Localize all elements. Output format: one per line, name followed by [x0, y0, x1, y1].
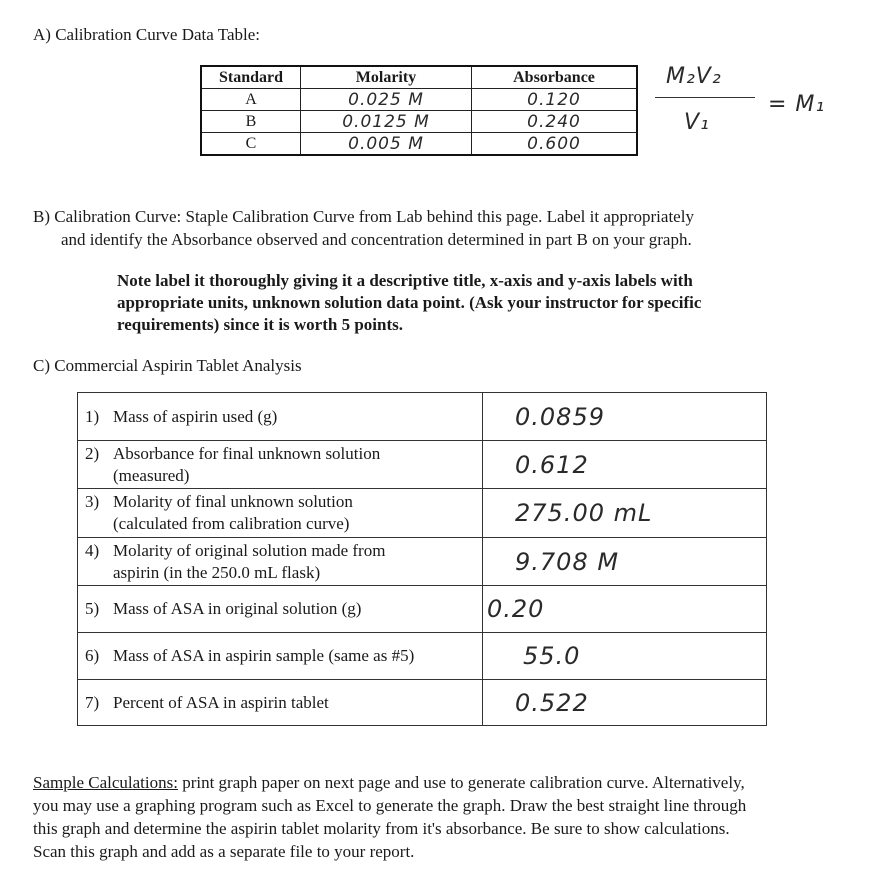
section-b-line1: B) Calibration Curve: Staple Calibration Curve from Lab behind this page. Label it appropriately — [33, 207, 694, 226]
question-cell — [78, 680, 483, 726]
standard-cell: B — [201, 111, 301, 133]
section-b-note-line2: appropriate units, unknown solution data point. (Ask your instructor for specific — [117, 293, 702, 312]
table-row — [78, 633, 767, 680]
molarity-cell: 0.005 M — [301, 133, 472, 156]
question-number: 7) — [85, 692, 100, 712]
sample-calc-line2: you may use a graphing program such as Excel to generate the graph. Draw the best straight line through — [33, 796, 747, 815]
answer-cell: 55.0 — [483, 633, 767, 680]
sample-calc-line4: Scan this graph and add as a separate file to your report. — [33, 842, 415, 861]
absorbance-cell: 0.240 — [472, 111, 638, 133]
question-cell — [78, 393, 483, 441]
section-a-title: A) Calibration Curve Data Table: — [33, 25, 260, 44]
question-text: Mass of ASA in aspirin sample (same as #5) — [113, 646, 415, 665]
section-b-note-line3: requirements) since it is worth 5 points. — [117, 315, 404, 334]
question-text-continued: (measured) — [113, 465, 190, 485]
standard-cell: C — [201, 133, 301, 156]
table-row — [201, 133, 637, 156]
answer-cell: 275.00 mL — [483, 489, 767, 538]
absorbance-cell: 0.600 — [472, 133, 638, 156]
answer-cell: 0.20 — [483, 586, 767, 633]
molarity-cell: 0.025 M — [301, 89, 472, 111]
absorbance-cell: 0.120 — [472, 89, 638, 111]
formula-result: = M₁ — [768, 92, 826, 117]
question-text: Mass of ASA in original solution (g) — [113, 599, 362, 618]
question-number: 6) — [85, 646, 100, 665]
sample-calc-line1 — [33, 772, 745, 793]
question-cell — [78, 441, 483, 489]
table-row — [201, 111, 637, 133]
header-absorbance: Absorbance — [472, 66, 638, 89]
answer-cell: 0.612 — [483, 441, 767, 489]
question-text: Molarity of final unknown solution — [113, 492, 353, 511]
table-row — [78, 538, 767, 586]
table-row — [78, 680, 767, 726]
formula-denominator: V₁ — [684, 110, 710, 135]
question-number: 1) — [85, 406, 100, 426]
question-text: Molarity of original solution made from — [113, 540, 386, 560]
aspirin-analysis-table — [77, 392, 767, 726]
question-text: Absorbance for final unknown solution — [113, 443, 381, 463]
section-b-line2: and identify the Absorbance observed and concentration determined in part B on your graph. — [61, 230, 692, 249]
answer-cell: 9.708 M — [483, 538, 767, 586]
question-number: 4) — [85, 540, 100, 560]
answer-cell: 0.0859 — [483, 393, 767, 441]
answer-cell: 0.522 — [483, 680, 767, 726]
question-cell — [78, 489, 483, 538]
sample-calc-line3: this graph and determine the aspirin tablet molarity from it's absorbance. Be sure to show calculations. — [33, 819, 730, 838]
question-text: Mass of aspirin used (g) — [113, 406, 278, 426]
table-row — [78, 393, 767, 441]
table-row — [201, 89, 637, 111]
section-b-note-line1: Note label it thoroughly giving it a descriptive title, x-axis and y-axis labels with — [117, 271, 693, 290]
question-number: 5) — [85, 599, 100, 618]
calibration-data-table — [200, 65, 638, 156]
molarity-cell: 0.0125 M — [301, 111, 472, 133]
table-row — [78, 489, 767, 538]
standard-cell: A — [201, 89, 301, 111]
question-text-continued: (calculated from calibration curve) — [113, 514, 350, 533]
sample-calc-line1-text: print graph paper on next page and use to generate calibration curve. Alternatively, — [177, 773, 745, 792]
header-molarity: Molarity — [301, 66, 472, 89]
question-number: 2) — [85, 443, 100, 463]
table-header-row — [201, 66, 637, 89]
formula-fraction-bar — [655, 97, 755, 98]
formula-numerator: M₂V₂ — [666, 64, 722, 89]
question-text: Percent of ASA in aspirin tablet — [113, 692, 329, 712]
table-row — [78, 441, 767, 489]
question-number: 3) — [85, 492, 100, 511]
question-cell — [78, 538, 483, 586]
table-row — [78, 586, 767, 633]
section-c-title: C) Commercial Aspirin Tablet Analysis — [33, 356, 302, 375]
header-standard: Standard — [201, 66, 301, 89]
question-cell — [78, 586, 483, 633]
question-cell — [78, 633, 483, 680]
question-text-continued: aspirin (in the 250.0 mL flask) — [113, 562, 321, 582]
sample-calc-heading: Sample Calculations: — [33, 773, 178, 792]
